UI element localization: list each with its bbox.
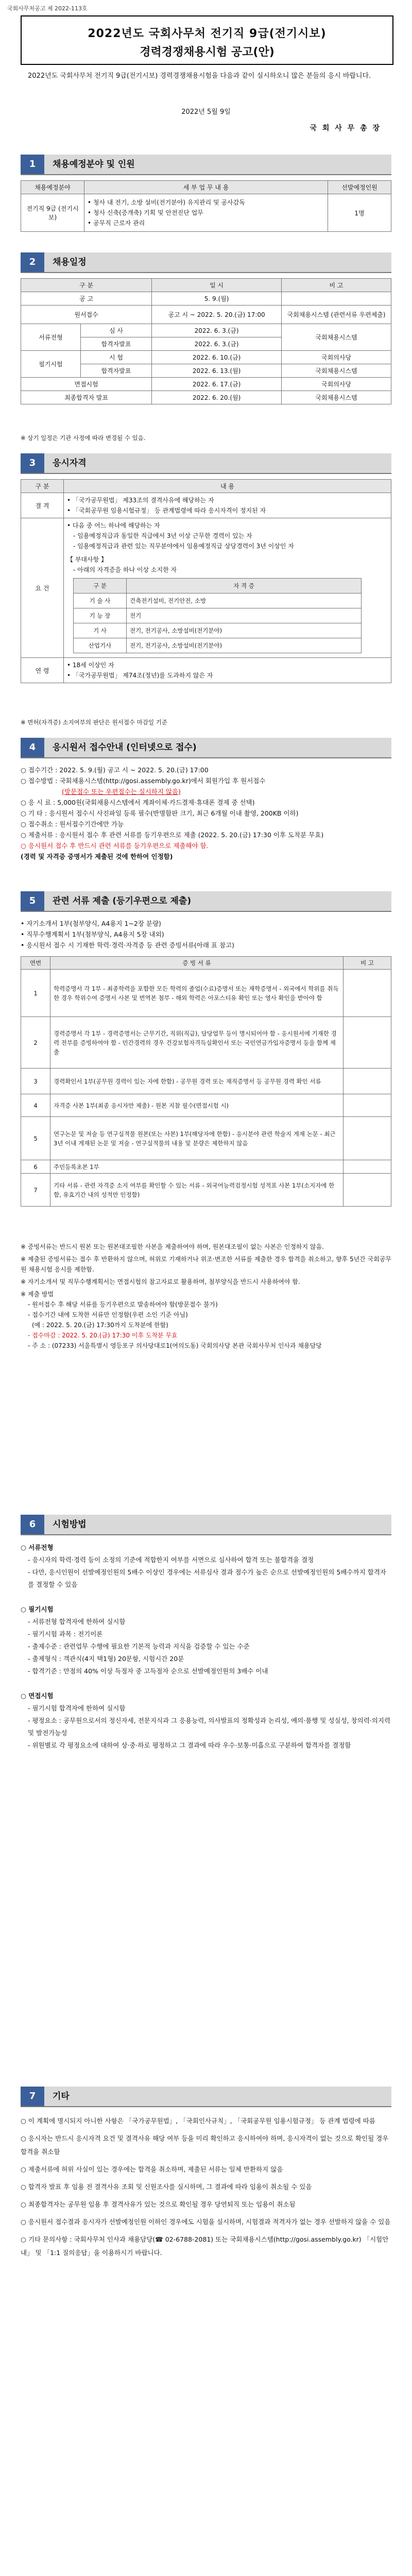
app-line: ○ 제출서류 : 응시원서 접수 후 관련 서류를 등기우편으로 제출 (2022. 5. 20.(금) 17:30 이후 도착분 무효) — [21, 831, 324, 839]
doc-line: • 자기소개서 1부(첨부양식, A4용지 1~2장 분량) — [21, 920, 161, 927]
license-names: 전기 — [127, 608, 362, 623]
section-number: 1 — [21, 155, 44, 174]
exam-line: - 합격기준 : 만점의 40% 이상 득점자 중 고득점자 순으로 선발예정인원의 3배수 이내 — [28, 1667, 268, 1675]
schedule-note: 국회채용시스템 (관련서류 우편제출) — [282, 306, 391, 324]
doc-desc: 학력증명서 각 1부 - 최종학력을 포함한 모든 학력의 졸업(수료)증명서 또는 재학증명서 - 외국에서 학위를 취득한 경우 학위수여 증명서 사본 및 번역본 첨부 - 해외 학력은 아포스티유 확인 또는 영사 확인을 받아야 함 — [50, 970, 344, 1017]
doc-desc: 경력증명서 각 1부 - 경력증명서는 근무기간, 직위(직급), 담당업무 등이 명시되어야 함 - 응시원서에 기재한 경력 전부를 증빙하여야 함 - 민간경력의 경우 건강보험자격득실확인서 또는 국민연금가입자증명서 등을 함께 제출 — [50, 1017, 344, 1069]
schedule-date: 2022. 6. 10.(금) — [152, 351, 282, 364]
table-header: 세 부 업 무 내 용 — [84, 181, 328, 194]
section-title: 채용일정 — [53, 257, 87, 267]
schedule-label: 원서접수 — [21, 306, 152, 324]
section-title: 시험방법 — [53, 1519, 87, 1530]
section-title: 관련 서류 제출 (등기우편으로 제출) — [53, 896, 192, 906]
section-5-header — [21, 891, 391, 912]
schedule-note: 국회채용시스템 — [282, 324, 391, 351]
exam-line: ○ 면접시험 — [21, 1692, 54, 1700]
notice-number: 국회사무처공고 제 2022-113호 — [7, 5, 88, 12]
misc-line: ○ 합격자 발표 후 임용 전 결격사유 조회 및 신원조사를 실시하며, 그 결과에 따라 임용이 취소될 수 있음 — [21, 2183, 312, 2191]
doc-line: • 응시원서 접수 시 기재한 학력·경력·자격증 등 관련 증빙서류(아래 표 참고) — [21, 941, 234, 949]
exam-line: - 평정요소 : 공무원으로서의 정신자세, 전문지식과 그 응용능력, 의사발표의 정확성과 논리성, 예의·품행 및 성실성, 창의력·의지력 및 발전가능성 — [28, 1717, 391, 1737]
table-header: 일 시 — [152, 279, 282, 292]
schedule-label: 최종합격자 발표 — [21, 391, 152, 404]
documents-intro — [21, 918, 391, 951]
schedule-table — [21, 278, 391, 404]
schedule-note — [282, 292, 391, 306]
doc-no: 2 — [21, 1017, 50, 1069]
schedule-sublabel: 합격자발표 — [80, 337, 151, 351]
doc-no: 3 — [21, 1069, 50, 1094]
app-line: (경력 및 자격증 증명서가 제출된 것에 한하여 인정함) — [21, 853, 173, 860]
app-line: ○ 응시원서 접수 후 반드시 관련 서류를 등기우편으로 제출해야 함. — [21, 842, 209, 850]
app-line: (방문접수 또는 우편접수는 실시하지 않음) — [62, 788, 181, 795]
app-line: ○ 접수방법 : 국회채용시스템(http://gosi.assembly.go.kr)에서 회원가입 후 원서접수 — [21, 777, 266, 785]
qual-content — [64, 518, 391, 658]
schedule-date: 공고 시 ~ 2022. 5. 20.(금) 17:00 — [152, 306, 282, 324]
exam-line: - 위원별로 각 평정요소에 대하여 상·중·하로 평정하고 그 결과에 따라 우수·보통·미흡으로 구분하여 합격자를 결정함 — [28, 1741, 351, 1749]
doc-desc: 주민등록초본 1부 — [50, 1160, 344, 1174]
table-header: 채용예정분야 — [21, 181, 84, 194]
schedule-date: 5. 9.(월) — [152, 292, 282, 306]
section-title: 응시원서 접수안내 (인터넷으로 접수) — [53, 742, 197, 753]
table-header: 선발예정인원 — [328, 181, 391, 194]
app-line: ○ 접수기간 : 2022. 5. 9.(월) 공고 시 ~ 2022. 5. 20.(금) 17:00 — [21, 766, 209, 774]
doc-line: • 직무수행계획서 1부(첨부양식, A4용지 5장 내외) — [21, 930, 164, 938]
qual-label: 연 령 — [21, 658, 64, 683]
section-title: 응시자격 — [53, 458, 87, 468]
schedule-date: 2022. 6. 3.(금) — [152, 324, 282, 337]
section-6-header — [21, 1515, 391, 1535]
section-title: 기타 — [53, 2091, 70, 2102]
duties-cell — [84, 194, 328, 232]
duty-item: • 공무직 근로자 관리 — [88, 219, 145, 227]
doc-note: ※ 증빙서류는 반드시 원본 또는 원본대조필한 사본을 제출하여야 하며, 원본대조필이 없는 사본은 인정하지 않음. — [21, 1243, 324, 1250]
doc-note: - 주 소 : (07233) 서울특별시 영등포구 의사당대로1(여의도동) 국회의사당 본관 국회사무처 인사과 채용담당 — [28, 1342, 322, 1349]
schedule-note-text: ※ 상기 일정은 기관 사정에 따라 변경될 수 있음. — [21, 434, 146, 442]
table-header: 구 분 — [21, 480, 64, 493]
doc-no: 1 — [21, 970, 50, 1017]
count-cell: 1명 — [328, 194, 391, 232]
qual-line: - 임용예정직급과 관련 있는 직무분야에서 임용예정직급 상당경력이 3년 이상인 자 — [73, 543, 294, 550]
documents-notes — [21, 1242, 391, 1351]
license-grade: 기 사 — [74, 623, 127, 638]
schedule-date: 2022. 6. 3.(금) — [152, 337, 282, 351]
misc-line: ○ 최종합격자는 공무원 임용 후 결격사유가 있는 것으로 확인될 경우 당연퇴직 또는 임용이 취소됨 — [21, 2200, 296, 2208]
doc-note: - 접수마감 : 2022. 5. 20.(금) 17:30 이후 도착분 무효 — [28, 1332, 178, 1339]
doc-note: ※ 제출된 증빙서류는 접수 후 반환하지 않으며, 허위로 기재하거나 위조·변조한 서류를 제출한 경우 합격을 취소하고, 향후 5년간 국회공무원 채용시험 응시를 제한함. — [21, 1256, 391, 1273]
doc-note: - 접수기간 내에 도착한 서류만 인정함(우편 소인 기준 아님) — [28, 1311, 188, 1318]
qual-line: - 임용예정직급과 동일한 직급에서 3년 이상 근무한 경력이 있는 자 — [73, 532, 252, 539]
app-line: ○ 접수취소 : 원서접수기간에만 가능 — [21, 820, 124, 828]
title-line-2: 경력경쟁채용시험 공고(안) — [140, 46, 274, 59]
exam-line: - 필기시험 과목 : 전기이론 — [28, 1630, 103, 1638]
exam-line: - 출제형식 : 객관식(4지 택1형) 20문항, 시험시간 20분 — [28, 1655, 184, 1663]
qual-line: • 다음 중 어느 하나에 해당하는 자 — [67, 522, 160, 529]
duty-item: • 청사 내 전기, 소방 설비(전기분야) 유지관리 및 공사감독 — [88, 199, 245, 206]
doc-no: 4 — [21, 1094, 50, 1117]
title-line-1: 2022년도 국회사무처 전기직 9급(전기시보) — [88, 27, 327, 40]
section-number: 2 — [21, 252, 44, 272]
schedule-sublabel: 심 사 — [80, 324, 151, 337]
qual-content — [64, 493, 391, 518]
schedule-label: 공 고 — [21, 292, 152, 306]
exam-line: - 다만, 응시인원이 선발예정인원의 5배수 이상인 경우에는 서류심사 결과 점수가 높은 순으로 선발예정인원의 5배수까지 합격자를 결정할 수 있음 — [28, 1568, 386, 1588]
exam-line: ○ 서류전형 — [21, 1544, 54, 1551]
doc-remark — [344, 1094, 391, 1117]
exam-line: - 응시자의 학력·경력 등이 소정의 기준에 적합한지 여부를 서면으로 심사하여 합격 또는 불합격을 결정 — [28, 1556, 314, 1564]
license-grade: 기 능 장 — [74, 608, 127, 623]
doc-remark — [344, 970, 391, 1017]
doc-desc: 자격증 사본 1부(최종 응시자만 제출) - 원본 지참 필수(면접시험 시) — [50, 1094, 344, 1117]
schedule-date: 2022. 6. 17.(금) — [152, 378, 282, 391]
misc-line: ○ 응시원서 접수결과 응시자가 선발예정인원 이하인 경우에도 시험을 실시하며, 시험결과 적격자가 없는 경우 선발하지 않을 수 있음 — [21, 2218, 391, 2226]
section-2-header — [21, 252, 391, 273]
table-header: 구 분 — [74, 579, 127, 594]
application-info — [21, 765, 391, 862]
qual-line: • 「국회공무원 임용시험규정」 등 관계법령에 따라 응시자격이 정지된 자 — [67, 507, 266, 514]
exam-line: - 서류전형 합격자에 한하여 실시함 — [28, 1618, 126, 1625]
schedule-label: 면접시험 — [21, 378, 152, 391]
schedule-label: 필기시험 — [21, 351, 81, 378]
intro-text: 2022년도 국회사무처 전기직 9급(전기시보) 경력경쟁채용시험을 다음과 같이 실시하오니 많은 분들의 응시 바랍니다. — [28, 72, 371, 80]
table-header: 비 고 — [282, 279, 391, 292]
section-1-header — [21, 155, 391, 175]
section-title: 채용예정분야 및 인원 — [53, 159, 135, 170]
misc-line: ○ 기타 문의사항 : 국회사무처 인사과 채용담당(☎ 02-6788-2081) 또는 국회채용시스템(http://gosi.assembly.go.kr) 「시험안내」 및 「1:1 질의응답」을 이용하시기 바랍니다. — [21, 2235, 389, 2257]
doc-note: (예 : 2022. 5. 20.(금) 17:30까지 도착분에 한함) — [32, 1321, 168, 1329]
qual-content — [64, 658, 391, 683]
doc-desc: 경력확인서 1부(공무원 경력이 있는 자에 한함) - 공무원 경력 또는 재직증명서 등 공무원 경력 확인 서류 — [50, 1069, 344, 1094]
notice-date: 2022년 5월 9일 — [181, 108, 231, 116]
section-number: 7 — [21, 2087, 44, 2106]
section-7-header — [21, 2087, 391, 2107]
doc-desc: 연구논문 및 저술 등 연구실적물 원본(또는 사본) 1부(해당자에 한함) - 응시분야 관련 학술지 게재 논문 - 최근 3년 이내 게재된 논문 및 저술 - 연구실적물의 내용 및 분량은 제한하지 않음 — [50, 1117, 344, 1160]
section-number: 6 — [21, 1515, 44, 1534]
doc-note: ※ 제출 방법 — [21, 1291, 54, 1298]
misc-line: ○ 이 계획에 명시되지 아니한 사항은 「국가공무원법」, 「국회인사규칙」, 「국회공무원 임용시험규정」 등 관계 법령에 따름 — [21, 2117, 375, 2125]
doc-desc: 기타 서류 - 관련 자격증 소지 여부를 확인할 수 있는 서류 - 외국어능력검정시험 성적표 사본 1부(소지자에 한함, 유효기간 내의 성적만 인정함) — [50, 1174, 344, 1207]
doc-remark — [344, 1069, 391, 1094]
exam-line: ○ 필기시험 — [21, 1605, 54, 1613]
doc-no: 5 — [21, 1117, 50, 1160]
schedule-label: 서류전형 — [21, 324, 81, 351]
exam-line: - 출제수준 : 관련업무 수행에 필요한 기본적 능력과 지식을 검증할 수 있는 수준 — [28, 1642, 250, 1650]
section-number: 3 — [21, 453, 44, 473]
table-header: 연번 — [21, 957, 50, 970]
qual-label: 요 건 — [21, 518, 64, 658]
schedule-sublabel: 합격자발표 — [80, 364, 151, 378]
field-cell: 전기직 9급 (전기시보) — [21, 194, 84, 232]
duty-item: • 청사 신축(증개축) 기획 및 안전진단 업무 — [88, 209, 203, 216]
misc-line: ○ 제출서류에 허위 사실이 있는 경우에는 합격을 취소하며, 제출된 서류는 일체 반환하지 않음 — [21, 2165, 283, 2173]
qualification-table — [21, 479, 391, 683]
section-4-header — [21, 738, 391, 758]
issuing-org: 국 회 사 무 총 장 — [310, 124, 381, 132]
license-names: 전기, 전기공사, 소방설비(전기분야) — [127, 638, 362, 653]
doc-remark — [344, 1017, 391, 1069]
misc-info — [21, 2114, 391, 2260]
doc-remark — [344, 1117, 391, 1160]
schedule-sublabel: 시 험 — [80, 351, 151, 364]
doc-remark — [344, 1174, 391, 1207]
documents-table — [21, 956, 391, 1207]
doc-no: 6 — [21, 1160, 50, 1174]
schedule-date: 2022. 6. 13.(월) — [152, 364, 282, 378]
qual-line: - 아래의 자격증을 하나 이상 소지한 자 — [73, 566, 177, 573]
section-number: 5 — [21, 891, 44, 911]
section-number: 4 — [21, 738, 44, 757]
table-header: 비 고 — [344, 957, 391, 970]
section-3-header — [21, 453, 391, 474]
table-header: 내 용 — [64, 480, 391, 493]
schedule-note: 국회채용시스템 — [282, 391, 391, 404]
doc-note: ※ 자기소개서 및 직무수행계획서는 면접시험의 참고자료로 활용하며, 첨부양식을 반드시 사용하여야 함. — [21, 1278, 300, 1285]
license-names: 건축전기설비, 전기안전, 소방 — [127, 594, 362, 608]
schedule-note: 국회채용시스템 — [282, 364, 391, 378]
qual-line: • 18세 이상인 자 — [67, 662, 114, 669]
title-box — [21, 15, 393, 65]
qual-label: 결 격 — [21, 493, 64, 518]
schedule-note: 국회의사당 — [282, 378, 391, 391]
doc-remark — [344, 1160, 391, 1174]
qual-line: 【 부대사항 】 — [67, 556, 107, 563]
license-table — [73, 578, 362, 653]
license-grade: 기 술 사 — [74, 594, 127, 608]
table-header: 자 격 증 — [127, 579, 362, 594]
exam-line: - 필기시험 합격자에 한하여 실시함 — [28, 1704, 126, 1712]
app-line: ○ 응 시 료 : 5,000원(국회채용시스템에서 계좌이체·카드결제·휴대폰 결제 중 선택) — [21, 799, 255, 806]
exam-method — [21, 1541, 391, 1752]
license-grade: 산업기사 — [74, 638, 127, 653]
misc-line: ○ 응시자는 반드시 응시자격 요건 및 결격사유 해당 여부 등을 미리 확인하고 응시하여야 하며, 응시자격이 없는 것으로 확인될 경우 합격을 취소함 — [21, 2134, 389, 2156]
schedule-date: 2022. 6. 20.(월) — [152, 391, 282, 404]
qual-line: • 「국가공무원법」 제74조(정년)를 도과하지 않은 자 — [67, 672, 213, 679]
doc-note: - 원서접수 후 해당 서류를 등기우편으로 발송하여야 함(방문접수 불가) — [28, 1301, 218, 1308]
table-header: 증 빙 서 류 — [50, 957, 344, 970]
table-header: 구 분 — [21, 279, 152, 292]
recruit-field-table — [21, 180, 391, 232]
app-line: ○ 기 타 : 응시원서 접수시 사진파일 등록 필수(반명함판 크기, 최근 6개월 이내 촬영, 200KB 이하) — [21, 809, 299, 817]
license-names: 전기, 전기공사, 소방설비(전기분야) — [127, 623, 362, 638]
qualification-note: ※ 면허(자격증) 소지여부의 판단은 원서접수 마감일 기준 — [21, 719, 167, 726]
doc-no: 7 — [21, 1174, 50, 1207]
schedule-note: 국회의사당 — [282, 351, 391, 364]
qual-line: • 「국가공무원법」 제33조의 결격사유에 해당하는 자 — [67, 497, 214, 504]
